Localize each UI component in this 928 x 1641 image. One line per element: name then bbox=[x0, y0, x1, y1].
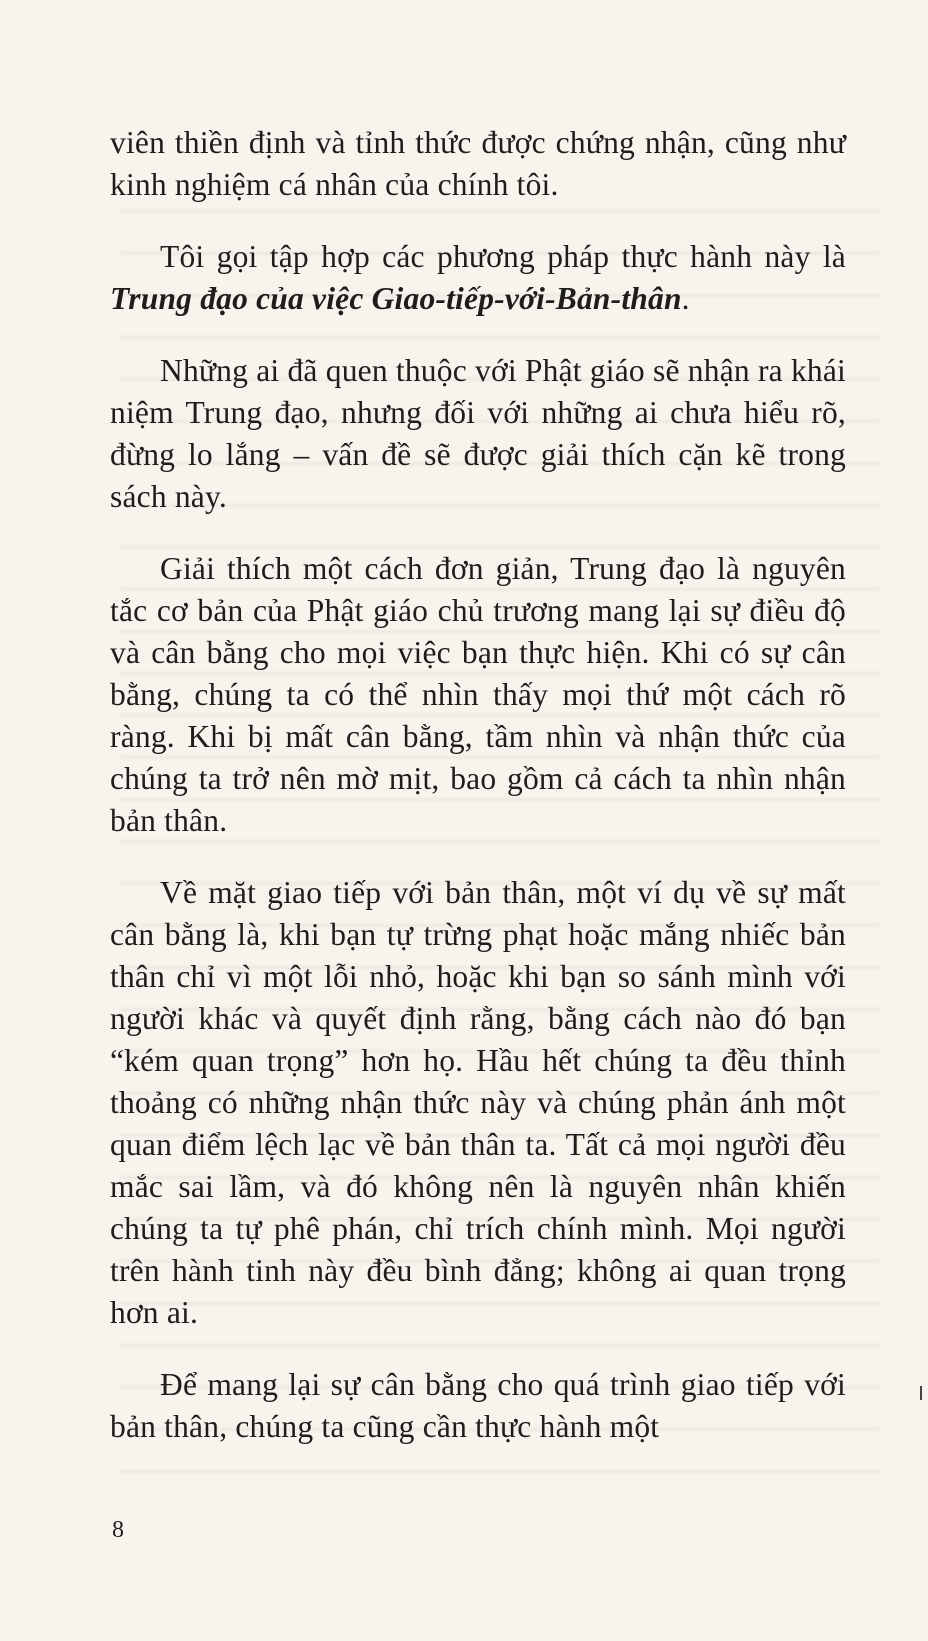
edge-mark bbox=[920, 1386, 922, 1400]
paragraph-naming bbox=[110, 236, 846, 320]
paragraph-middle-way-intro: Những ai đã quen thuộc với Phật giáo sẽ nhận ra khái niệm Trung đạo, nhưng đối với những ai chưa hiểu rõ, đừng lo lắng – vấn đề sẽ được giải thích cặn kẽ trong sách này. bbox=[110, 353, 846, 514]
page-number: 8 bbox=[112, 1517, 124, 1543]
paragraph-balance: Để mang lại sự cân bằng cho quá trình giao tiếp với bản thân, chúng ta cũng cần thực hành một bbox=[110, 1367, 846, 1444]
paragraph-imbalance-example: Về mặt giao tiếp với bản thân, một ví dụ về sự mất cân bằng là, khi bạn tự trừng phạt hoặc mắng nhiếc bản thân chỉ vì một lỗi nhỏ, hoặc khi bạn so sánh mình với người khác và quyết định rằng, bằng cách nào đó bạn “kém quan trọng” hơn họ. Hầu hết chúng ta đều thỉnh thoảng có những nhận thức này và chúng phản ánh một quan điểm lệch lạc về bản thân ta. Tất cả mọi người đều mắc sai lầm, và đó không nên là nguyên nhân khiến chúng ta tự phê phán, chỉ trích chính mình. Mọi người trên hành tinh này đều bình đẳng; không ai quan trọng hơn ai. bbox=[110, 875, 846, 1330]
body-text bbox=[110, 122, 846, 1478]
naming-period: . bbox=[681, 281, 690, 316]
naming-text: Tôi gọi tập hợp các phương pháp thực hành này là bbox=[160, 239, 846, 274]
paragraph-continuation: viên thiền định và tỉnh thức được chứng nhận, cũng như kinh nghiệm cá nhân của chính tôi. bbox=[110, 125, 846, 202]
naming-emphasis: Trung đạo của việc Giao-tiếp-với-Bản-thân bbox=[110, 281, 682, 316]
paragraph-explanation: Giải thích một cách đơn giản, Trung đạo là nguyên tắc cơ bản của Phật giáo chủ trương mang lại sự điều độ và cân bằng cho mọi việc bạn thực hiện. Khi có sự cân bằng, chúng ta có thể nhìn thấy mọi thứ một cách rõ ràng. Khi bị mất cân bằng, tầm nhìn và nhận thức của chúng ta trở nên mờ mịt, bao gồm cả cách ta nhìn nhận bản thân. bbox=[110, 551, 846, 838]
